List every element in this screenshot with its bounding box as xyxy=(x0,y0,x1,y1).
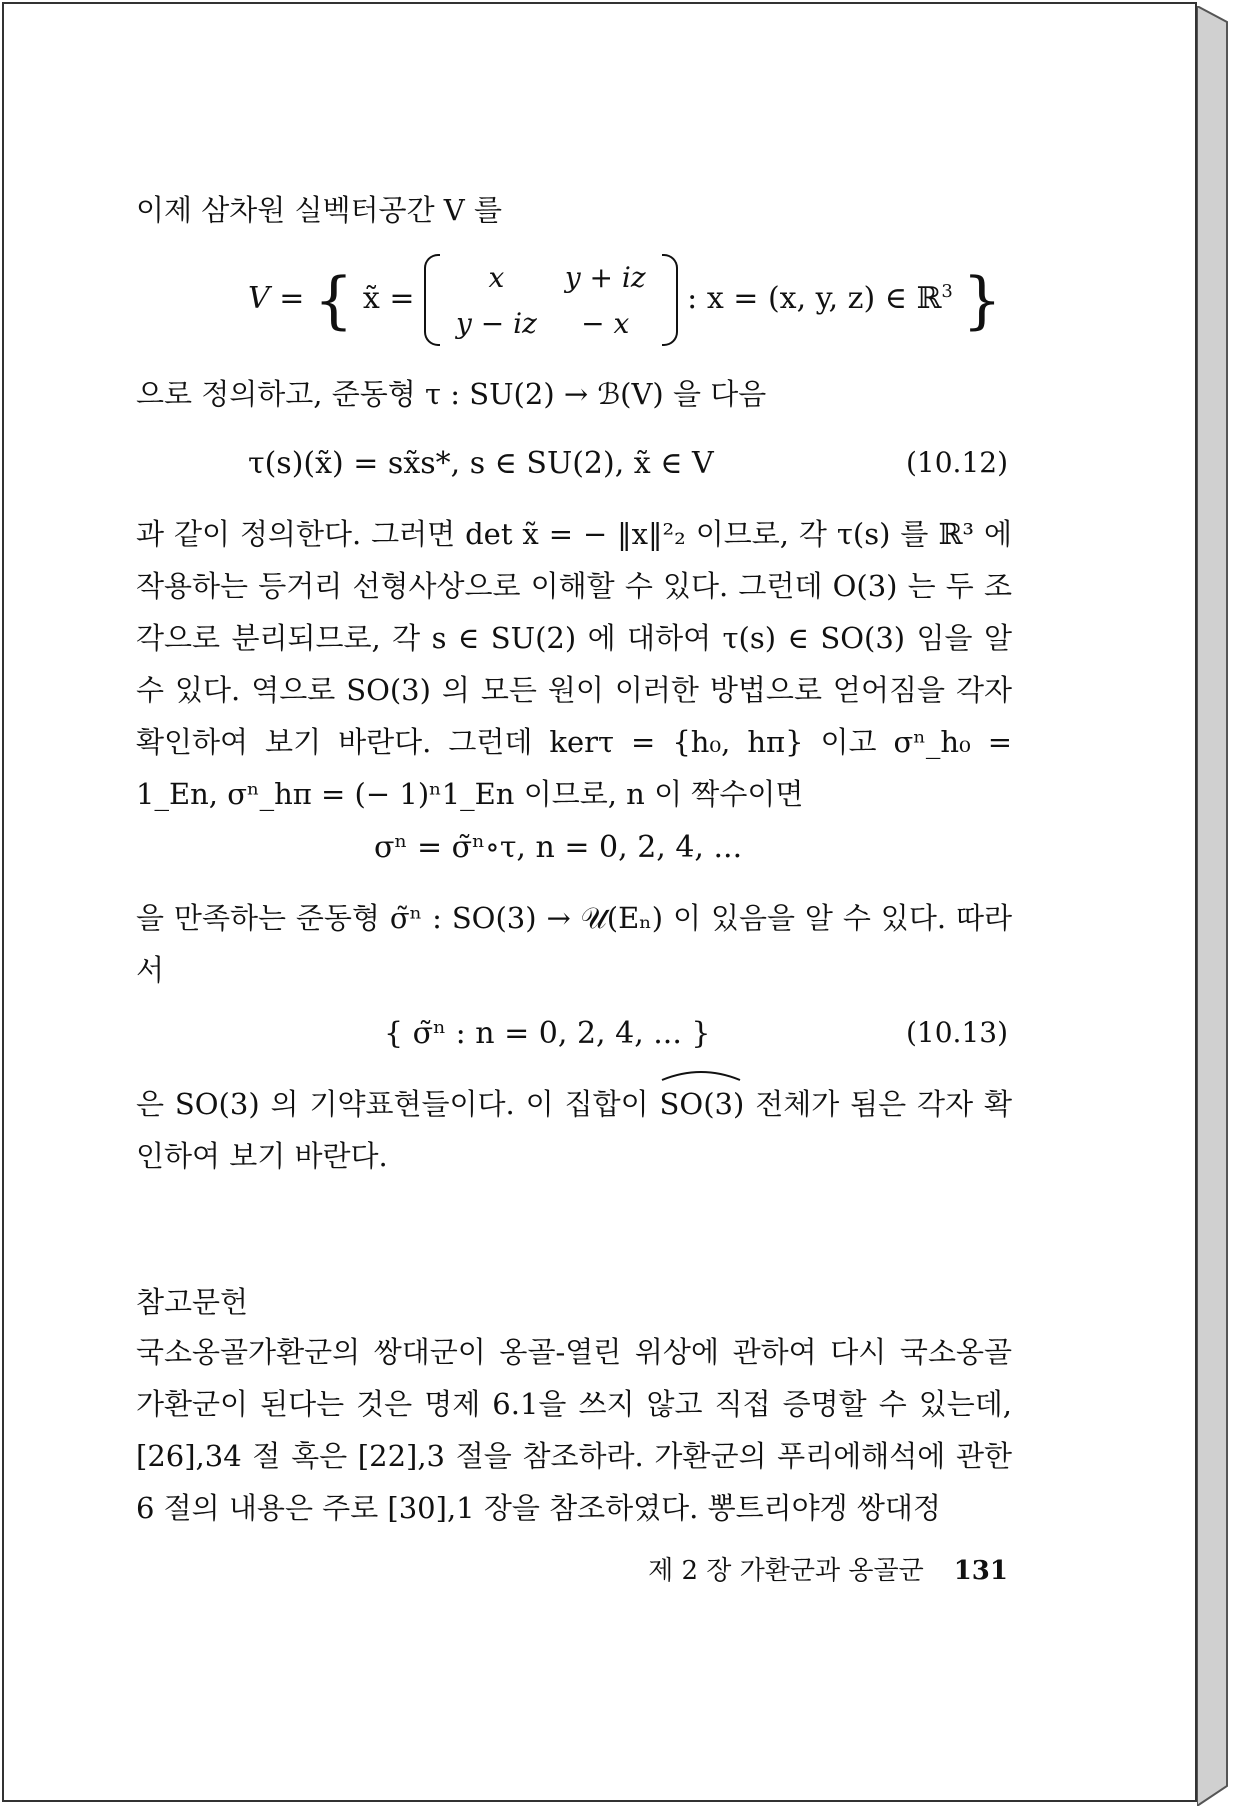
paragraph-isometry: 과 같이 정의한다. 그러면 det x̃ = − ‖x‖²₂ 이므로, 각 τ(s) 를 ℝ³ 에 작용하는 등거리 선형사상으로 이해할 수 있다. 그런데 O(3) 는 두 조각으로 분리되므로, 각 s ∈ SU(2) 에 대하여 τ(s) ∈ SO(3) 임을 알 수 있다. 역으로 SO(3) 의 모든 원이 이러한 방법으로 얻어짐을 각자 확인하여 보기 바란다. 그런데 kerτ = {h₀, hπ} 이고 σⁿ_h₀ = 1_En, σⁿ_hπ = (− 1)ⁿ1_En 이므로, n 이 짝수이면 xyxy=(136,517,1012,811)
equation-number-10-13: (10.13) xyxy=(905,1016,1008,1049)
eq1-sup3: 3 xyxy=(941,281,953,302)
so3-dual: SO(3) xyxy=(660,1078,745,1130)
eq1-x-tilde: x̃ = xyxy=(362,281,415,316)
section-heading-references: 참고문헌 xyxy=(136,1285,249,1319)
paragraph-intro: 이제 삼차원 실벡터공간 V 를 xyxy=(136,193,502,227)
left-brace: { xyxy=(313,263,354,337)
para5-pre: 은 SO(3) 의 기약표현들이다. 이 집합이 xyxy=(136,1087,649,1121)
equation-sigma-n: σⁿ = σ̃ⁿ∘τ, n = 0, 2, 4, ... xyxy=(374,830,743,865)
para5-post: 전체가 됨은 각자 확인하여 보기 바란다. xyxy=(136,1087,1013,1173)
matrix-a11: x xyxy=(488,260,505,294)
eq1-lhs: V = xyxy=(248,281,305,316)
equation-number-10-12: (10.12) xyxy=(905,446,1008,479)
paragraph-homomorphism: 으로 정의하고, 준동형 τ : SU(2) → ℬ(V) 을 다음 xyxy=(136,377,767,411)
paragraph-irreducible xyxy=(136,1078,1012,1182)
matrix-a22: − x xyxy=(581,306,630,340)
equation-10-12: τ(s)(x̃) = sx̃s*, s ∈ SU(2), x̃ ∈ V xyxy=(248,446,714,481)
paragraph-references: 국소옹골가환군의 쌍대군이 옹골-열린 위상에 관하여 다시 국소옹골가환군이 된다는 것은 명제 6.1을 쓰지 않고 직접 증명할 수 있는데, [26],34 절 혹은 [22],3 절을 참조하라. 가환군의 푸리에해석에 관한 6 절의 내용은 주로 [30],1 장을 참조하였다. 뽕트리야겡 쌍대정 xyxy=(136,1335,1012,1525)
paragraph-homomorphism-exists: 을 만족하는 준동형 σ̃ⁿ : SO(3) → 𝒰(Eₙ) 이 있음을 알 수 있다. 따라서 xyxy=(136,901,1012,987)
right-brace: } xyxy=(962,263,1002,337)
equation-10-13: { σ̃ⁿ : n = 0, 2, 4, ... } xyxy=(384,1016,711,1051)
matrix-2x2 xyxy=(424,254,678,346)
page-footer xyxy=(648,1550,1008,1587)
chapter-title: 제 2 장 가환군과 옹골군 xyxy=(648,1556,924,1586)
equation-v-definition xyxy=(248,254,1002,346)
page-number: 131 xyxy=(953,1556,1008,1586)
matrix-a21: y − iz xyxy=(456,306,537,340)
page-edge-shadow xyxy=(1197,6,1237,1806)
matrix-a12: y + iz xyxy=(564,260,646,294)
eq1-condition: : x = (x, y, z) ∈ ℝ xyxy=(687,281,942,316)
